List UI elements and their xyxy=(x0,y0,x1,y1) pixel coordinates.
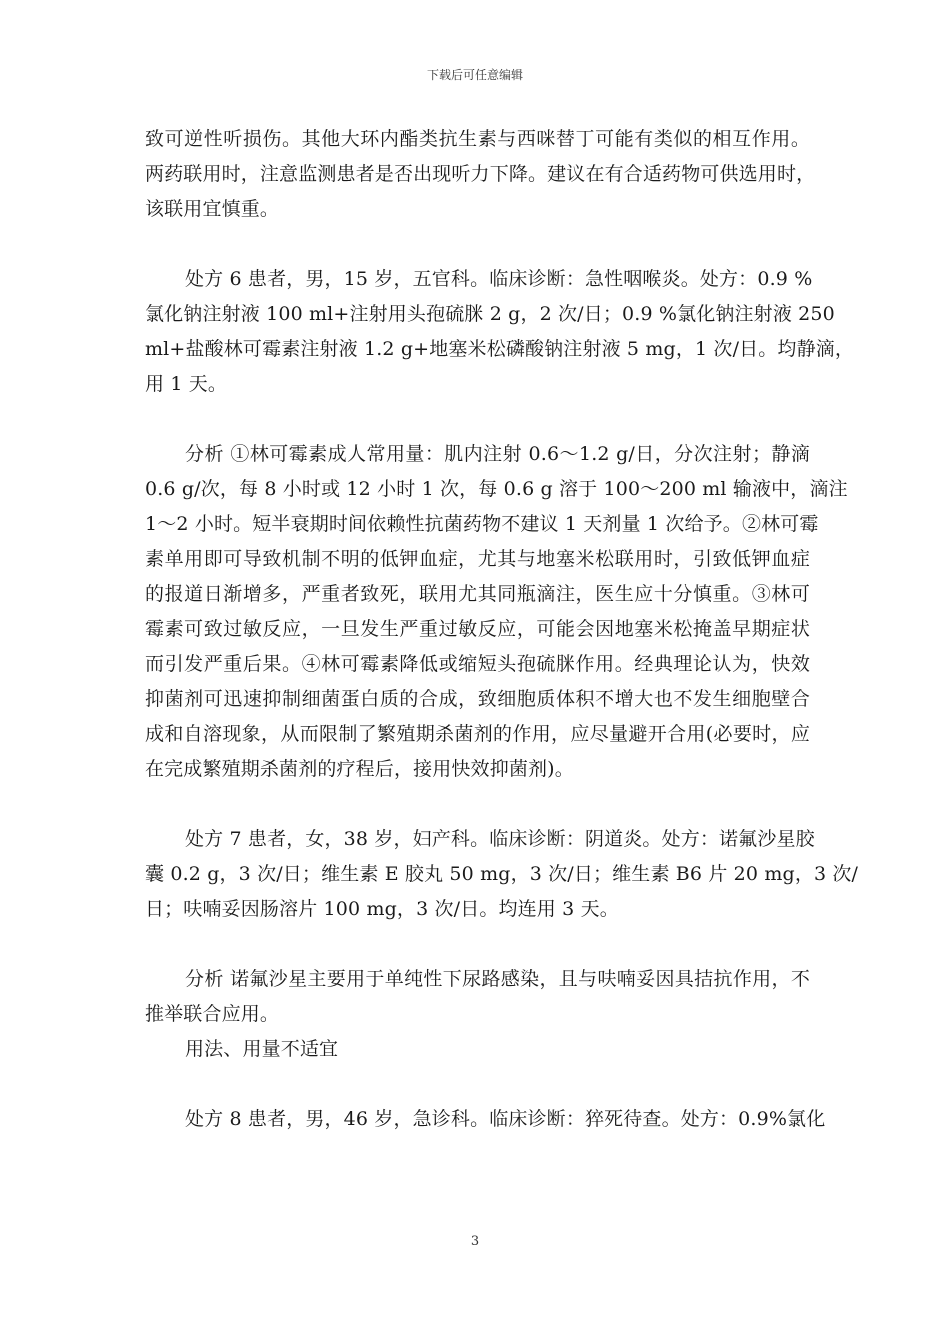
page-number: 3 xyxy=(470,1234,480,1249)
text-line: 成和自溶现象，从而限制了繁殖期杀菌剂的作用，应尽量避开合用(必要时，应 xyxy=(145,723,810,745)
paragraph-analysis-6 xyxy=(145,437,848,787)
text-line: 用 1 天。 xyxy=(145,373,228,395)
text-line: 囊 0.2 g，3 次/日；维生素 E 胶丸 50 mg，3 次/日；维生素 B6 片 20 mg，3 次/ xyxy=(145,863,859,885)
text-line: 1～2 小时。短半衰期时间依赖性抗菌药物不建议 1 天剂量 1 次给予。②林可霉 xyxy=(145,513,819,535)
paragraph-prescription-6 xyxy=(145,262,855,402)
document-body xyxy=(145,122,859,1137)
section-heading xyxy=(145,1032,810,1067)
text-line: 分析 ①林可霉素成人常用量：肌内注射 0.6～1.2 g/日，分次注射；静滴 xyxy=(185,443,810,465)
text-line: ml+盐酸林可霉素注射液 1.2 g+地塞米松磷酸钠注射液 5 mg，1 次/日。均静滴， xyxy=(145,338,855,360)
text-line: 处方 7 患者，女，38 岁，妇产科。临床诊断：阴道炎。处方：诺氟沙星胶 xyxy=(185,828,815,850)
text-line: 致可逆性听损伤。其他大环内酯类抗生素与西咪替丁可能有类似的相互作用。 xyxy=(145,128,810,150)
text-line: 的报道日渐增多，严重者致死，联用尤其同瓶滴注，医生应十分慎重。③林可 xyxy=(145,583,810,605)
paragraph-analysis-7 xyxy=(145,962,810,1032)
page-header: 下载后可任意编辑 xyxy=(426,68,523,82)
text-line: 0.6 g/次，每 8 小时或 12 小时 1 次，每 0.6 g 溶于 100～200 ml 输液中，滴注 xyxy=(145,478,848,500)
paragraph-prescription-8 xyxy=(145,1102,826,1137)
text-line: 日；呋喃妥因肠溶片 100 mg，3 次/日。均连用 3 天。 xyxy=(145,898,619,920)
text-line: 素单用即可导致机制不明的低钾血症，尤其与地塞米松联用时，引致低钾血症 xyxy=(145,548,810,570)
text-line: 用法、用量不适宜 xyxy=(185,1038,339,1060)
text-line: 在完成繁殖期杀菌剂的疗程后，接用快效抑菌剂)。 xyxy=(145,758,574,780)
text-line: 氯化钠注射液 100 ml+注射用头孢硫脒 2 g，2 次/日；0.9 %氯化钠注射液 250 xyxy=(145,303,835,325)
text-line: 霉素可致过敏反应，一旦发生严重过敏反应，可能会因地塞米松掩盖早期症状 xyxy=(145,618,810,640)
text-line: 分析 诺氟沙星主要用于单纯性下尿路感染，且与呋喃妥因具拮抗作用，不 xyxy=(185,968,810,990)
paragraph-prescription-7 xyxy=(145,822,859,927)
paragraph-1 xyxy=(145,122,816,227)
text-line: 抑菌剂可迅速抑制细菌蛋白质的合成，致细胞质体积不增大也不发生细胞壁合 xyxy=(145,688,810,710)
text-line: 处方 6 患者，男，15 岁，五官科。临床诊断：急性咽喉炎。处方：0.9 % xyxy=(185,268,813,290)
text-line: 处方 8 患者，男，46 岁，急诊科。临床诊断：猝死待查。处方：0.9%氯化 xyxy=(185,1108,826,1130)
text-line: 该联用宜慎重。 xyxy=(145,198,280,220)
text-line: 推举联合应用。 xyxy=(145,1003,280,1025)
text-line: 两药联用时，注意监测患者是否出现听力下降。建议在有合适药物可供选用时， xyxy=(145,163,816,185)
text-line: 而引发严重后果。④林可霉素降低或缩短头孢硫脒作用。经典理论认为，快效 xyxy=(145,653,810,675)
